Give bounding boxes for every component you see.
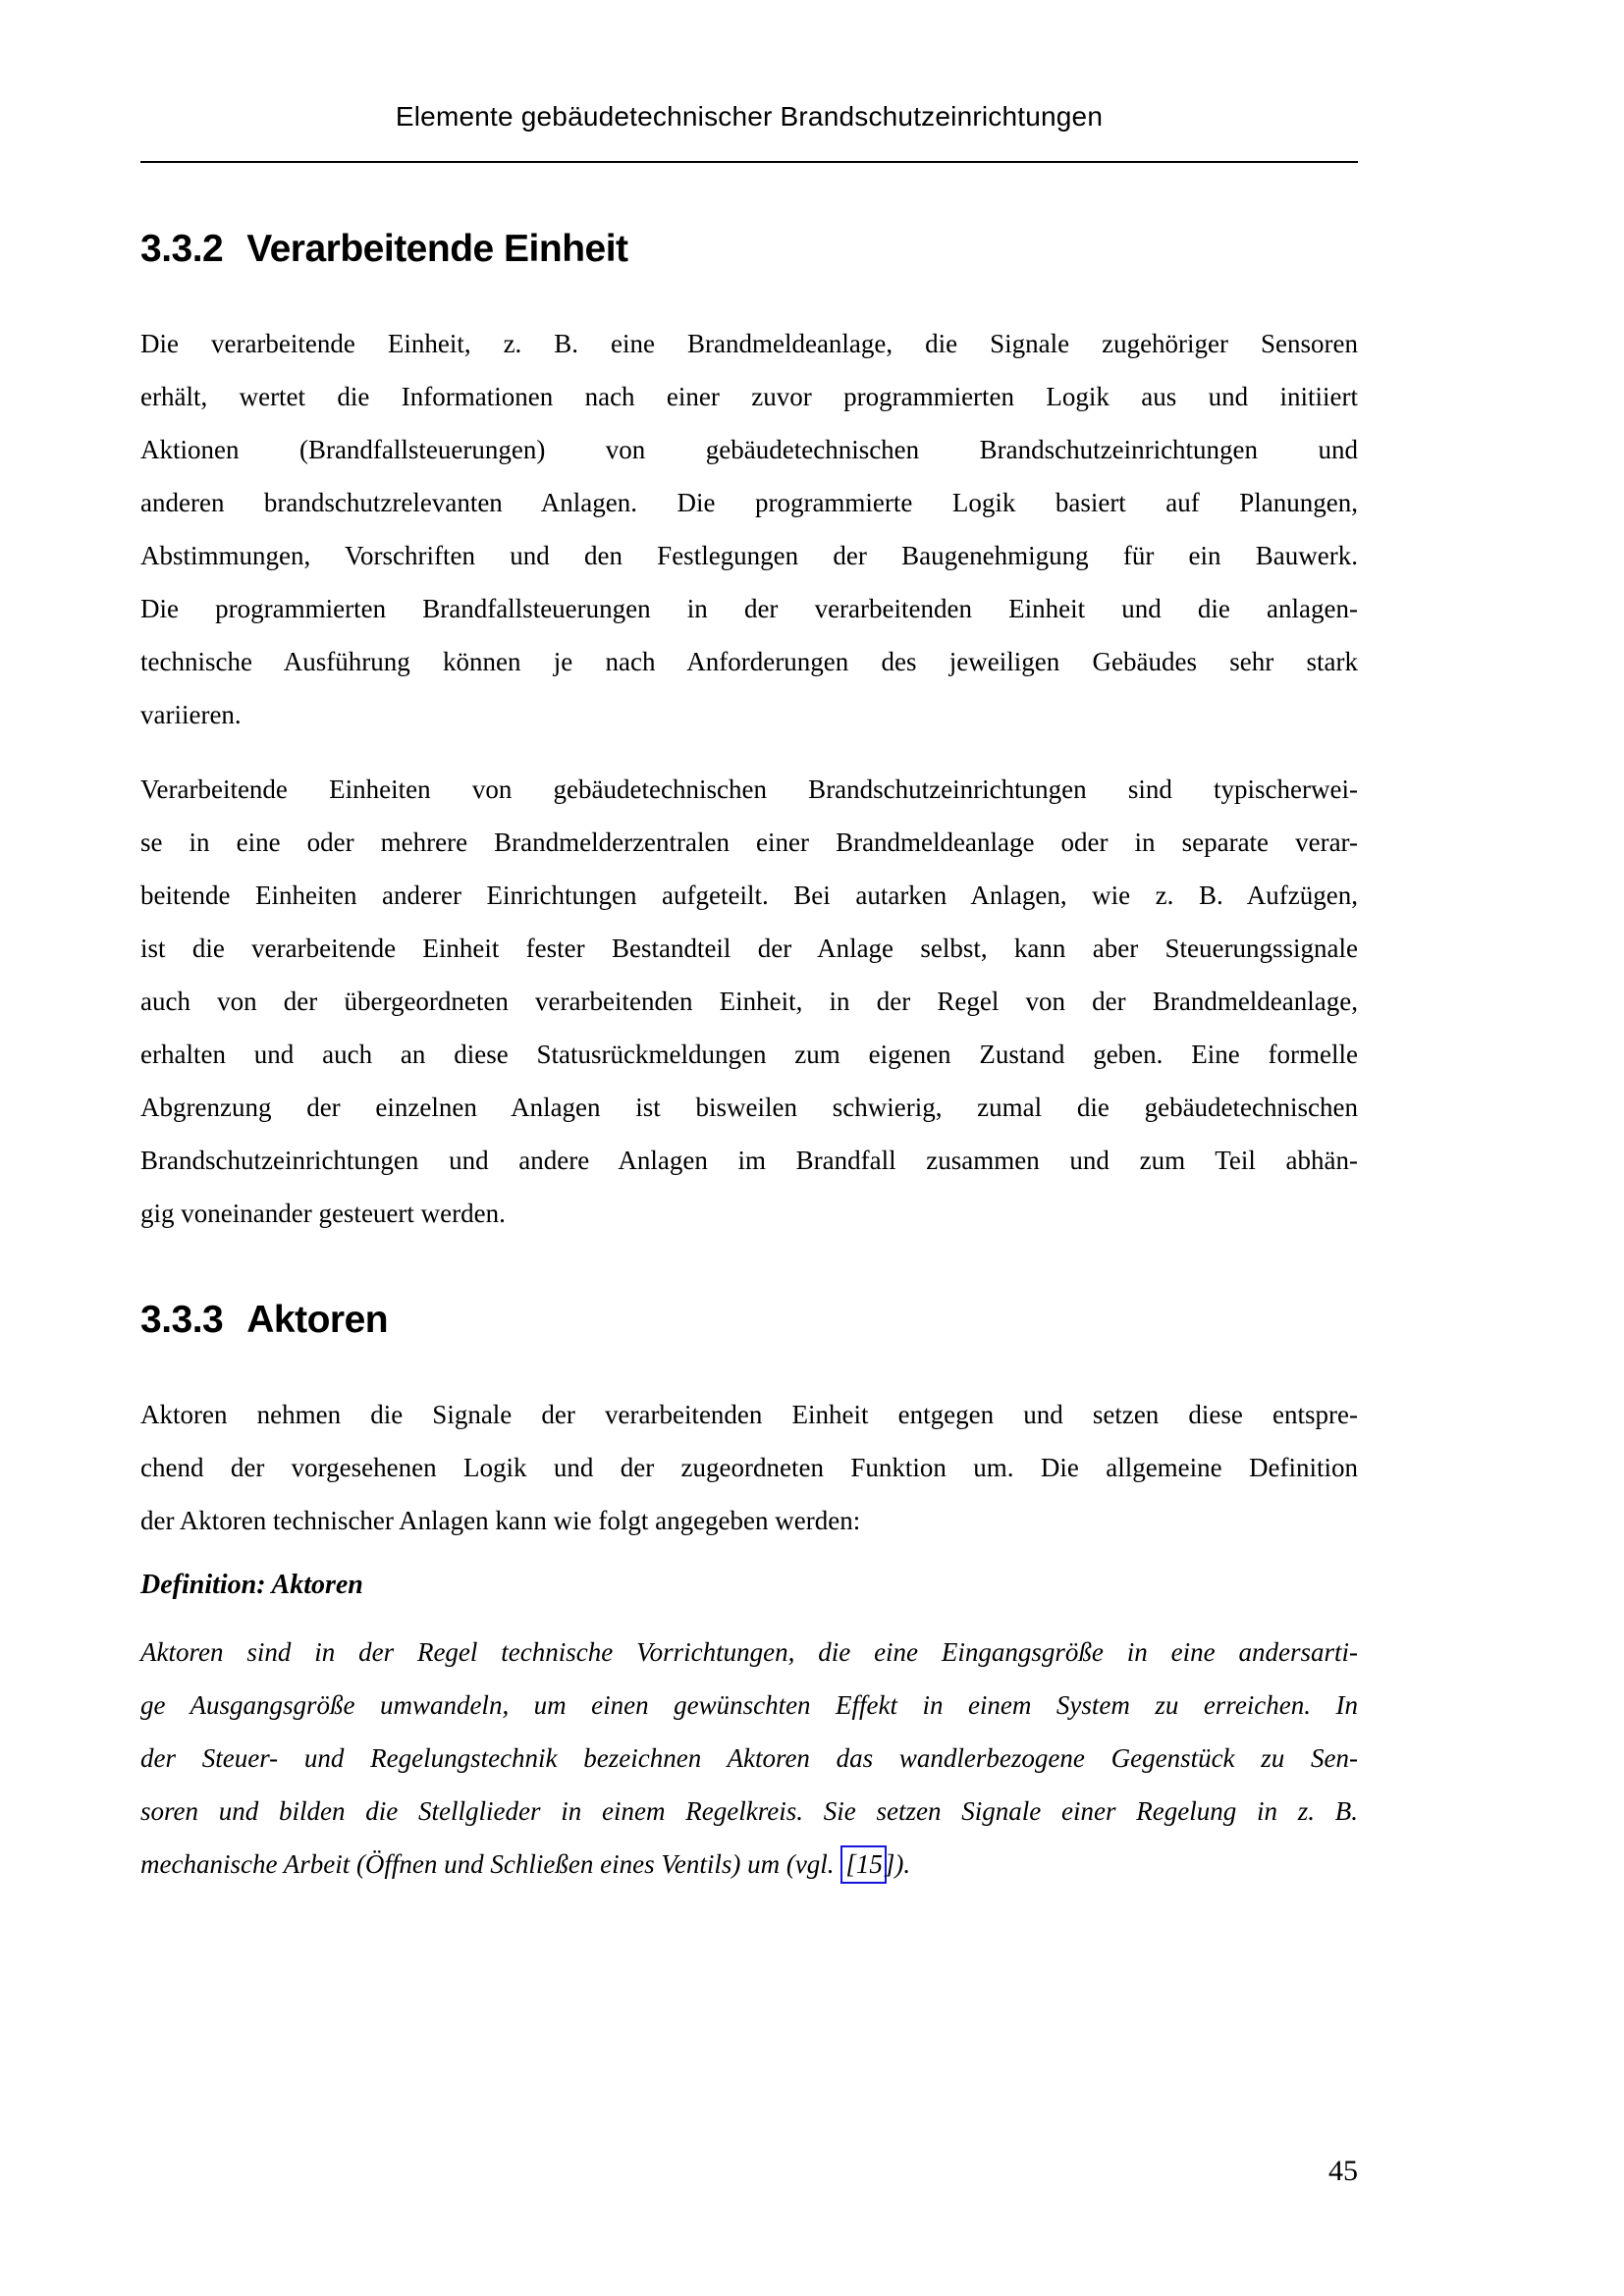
- text-line: Verarbeitende Einheiten von gebäudetechnischen Brandschutzeinrichtungen sind typischerwei-: [140, 774, 1358, 804]
- text-line: der Aktoren technischer Anlagen kann wie folgt angegeben werden:: [140, 1506, 861, 1535]
- sections-container: [140, 226, 1358, 1891]
- text-line: auch von der übergeordneten verarbeitenden Einheit, in der Regel von der Brandmeldeanlage,: [140, 987, 1358, 1016]
- section-number: 3.3.2: [140, 228, 224, 270]
- text-line: soren und bilden die Stellglieder in einem Regelkreis. Sie setzen Signale einer Regelung in z. B.: [140, 1796, 1358, 1826]
- section-heading: [140, 1297, 1358, 1344]
- text-line: Abgrenzung der einzelnen Anlagen ist bisweilen schwierig, zumal die gebäudetechnischen: [140, 1093, 1358, 1122]
- text-line: erhalten und auch an diese Statusrückmeldungen zum eigenen Zustand geben. Eine formelle: [140, 1040, 1358, 1069]
- text-line: Aktoren nehmen die Signale der verarbeitenden Einheit entgegen und setzen diese entspre-: [140, 1400, 1358, 1429]
- text-line: technische Ausführung können je nach Anforderungen des jeweiligen Gebäudes sehr stark: [140, 647, 1358, 676]
- text-line: se in eine oder mehrere Brandmelderzentralen einer Brandmeldeanlage oder in separate verar-: [140, 828, 1358, 857]
- section-title: Aktoren: [246, 1299, 389, 1341]
- text-line: erhält, wertet die Informationen nach einer zuvor programmierten Logik aus und initiiert: [140, 382, 1358, 411]
- text-line: anderen brandschutzrelevanten Anlagen. Die programmierte Logik basiert auf Planungen,: [140, 488, 1358, 517]
- citation-link[interactable]: [15: [840, 1845, 887, 1884]
- text-line: beitende Einheiten anderer Einrichtungen aufgeteilt. Bei autarken Anlagen, wie z. B. Aufzügen,: [140, 881, 1358, 910]
- text-line: Abstimmungen, Vorschriften und den Festlegungen der Baugenehmigung für ein Bauwerk.: [140, 541, 1358, 570]
- running-header: Elemente gebäudetechnischer Brandschutzeinrichtungen: [395, 101, 1104, 132]
- page-content: [140, 0, 1358, 1891]
- text-line: gig voneinander gesteuert werden.: [140, 1199, 506, 1228]
- section-number: 3.3.3: [140, 1299, 224, 1341]
- text-line: Die verarbeitende Einheit, z. B. eine Brandmeldeanlage, die Signale zugehöriger Sensoren: [140, 329, 1358, 358]
- body-paragraph: [140, 317, 1358, 741]
- text-line: ge Ausgangsgröße umwandeln, um einen gewünschten Effekt in einem System zu erreichen. In: [140, 1690, 1358, 1720]
- text-segment: ]).: [884, 1849, 911, 1879]
- text-line: Die programmierten Brandfallsteuerungen in der verarbeitenden Einheit und die anlagen-: [140, 594, 1358, 623]
- text-line: variieren.: [140, 700, 242, 729]
- page-number: 45: [1328, 2155, 1358, 2187]
- text-line: Brandschutzeinrichtungen und andere Anlagen im Brandfall zusammen und zum Teil abhän-: [140, 1146, 1358, 1175]
- text-line: Aktoren sind in der Regel technische Vorrichtungen, die eine Eingangsgröße in eine andersarti-: [140, 1637, 1358, 1667]
- body-paragraph: [140, 1626, 1358, 1891]
- section-heading: [140, 226, 1358, 273]
- text-line: der Steuer- und Regelungstechnik bezeichnen Aktoren das wandlerbezogene Gegenstück zu Sen-: [140, 1743, 1358, 1773]
- text-line: Aktionen (Brandfallsteuerungen) von gebäudetechnischen Brandschutzeinrichtungen und: [140, 435, 1358, 464]
- header-rule: [140, 161, 1358, 163]
- body-paragraph: [140, 763, 1358, 1240]
- text-segment: mechanische Arbeit (Öffnen und Schließen eines Ventils) um (vgl.: [140, 1849, 841, 1879]
- text-line: ist die verarbeitende Einheit fester Bestandteil der Anlage selbst, kann aber Steuerungssignale: [140, 934, 1358, 963]
- text-line: chend der vorgesehenen Logik und der zugeordneten Funktion um. Die allgemeine Definition: [140, 1453, 1358, 1482]
- body-paragraph: [140, 1388, 1358, 1547]
- text-line: [140, 1838, 1358, 1891]
- section-title: Verarbeitende Einheit: [246, 228, 628, 270]
- definition-heading: Definition: Aktoren: [140, 1570, 363, 1600]
